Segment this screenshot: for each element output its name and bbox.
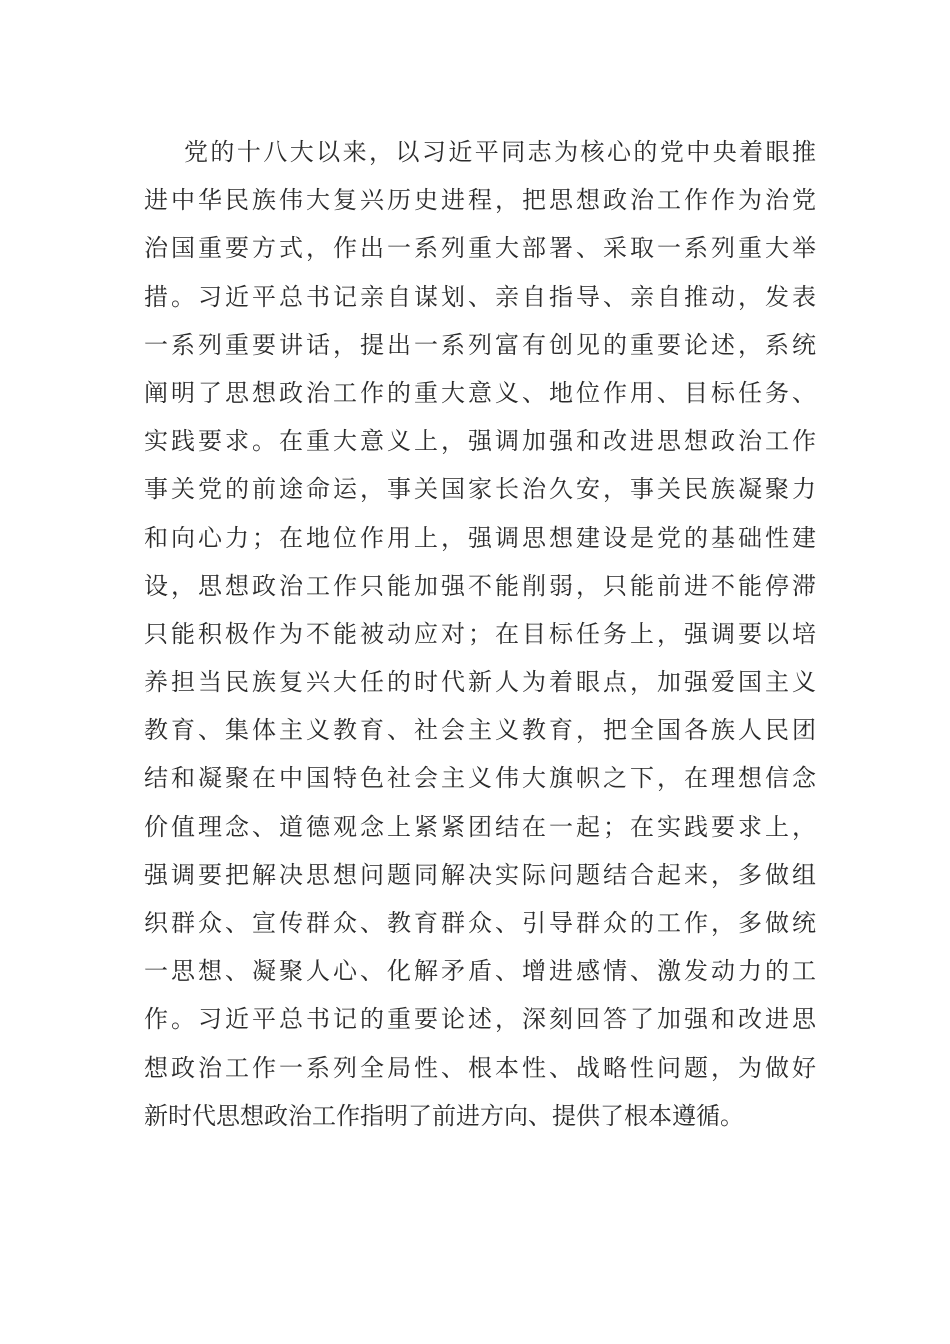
paragraph-line: 强调要把解决思想问题同解决实际问题结合起来，多做组 — [144, 860, 816, 889]
paragraph-line: 措。习近平总书记亲自谋划、亲自指导、亲自推动，发表 — [144, 282, 816, 311]
paragraph-line: 一系列重要讲话，提出一系列富有创见的重要论述，系统 — [144, 330, 816, 359]
paragraph-line: 作。习近平总书记的重要论述，深刻回答了加强和改进思 — [144, 1005, 816, 1034]
paragraph-line: 事关党的前途命运，事关国家长治久安，事关民族凝聚力 — [144, 475, 816, 504]
paragraph-line: 新时代思想政治工作指明了前进方向、提供了根本遵循。 — [144, 1101, 744, 1130]
paragraph-line: 进中华民族伟大复兴历史进程，把思想政治工作作为治党 — [144, 186, 816, 215]
paragraph-line: 一思想、凝聚人心、化解矛盾、增进感情、激发动力的工 — [144, 957, 816, 986]
paragraph-line: 只能积极作为不能被动应对；在目标任务上，强调要以培 — [144, 619, 816, 648]
paragraph-line: 织群众、宣传群众、教育群众、引导群众的工作，多做统 — [144, 909, 816, 937]
paragraph-line: 养担当民族复兴大任的时代新人为着眼点，加强爱国主义 — [144, 668, 816, 697]
paragraph-line: 和向心力；在地位作用上，强调思想建设是党的基础性建 — [144, 523, 816, 552]
paragraph-line: 党的十八大以来，以习近平同志为核心的党中央着眼推 — [184, 138, 816, 166]
paragraph-line: 治国重要方式，作出一系列重大部署、采取一系列重大举 — [144, 234, 816, 263]
paragraph-line: 想政治工作一系列全局性、根本性、战略性问题，为做好 — [144, 1053, 816, 1082]
paragraph-line: 阐明了思想政治工作的重大意义、地位作用、目标任务、 — [144, 378, 816, 407]
paragraph-line: 设，思想政治工作只能加强不能削弱，只能前进不能停滞 — [144, 571, 816, 600]
paragraph-line: 教育、集体主义教育、社会主义教育，把全国各族人民团 — [144, 716, 816, 745]
paragraph-line: 结和凝聚在中国特色社会主义伟大旗帜之下，在理想信念 — [144, 764, 816, 793]
paragraph-line: 实践要求。在重大意义上，强调加强和改进思想政治工作 — [144, 427, 816, 456]
body-paragraph — [144, 128, 816, 1140]
paragraph-line: 价值理念、道德观念上紧紧团结在一起；在实践要求上， — [144, 812, 816, 841]
